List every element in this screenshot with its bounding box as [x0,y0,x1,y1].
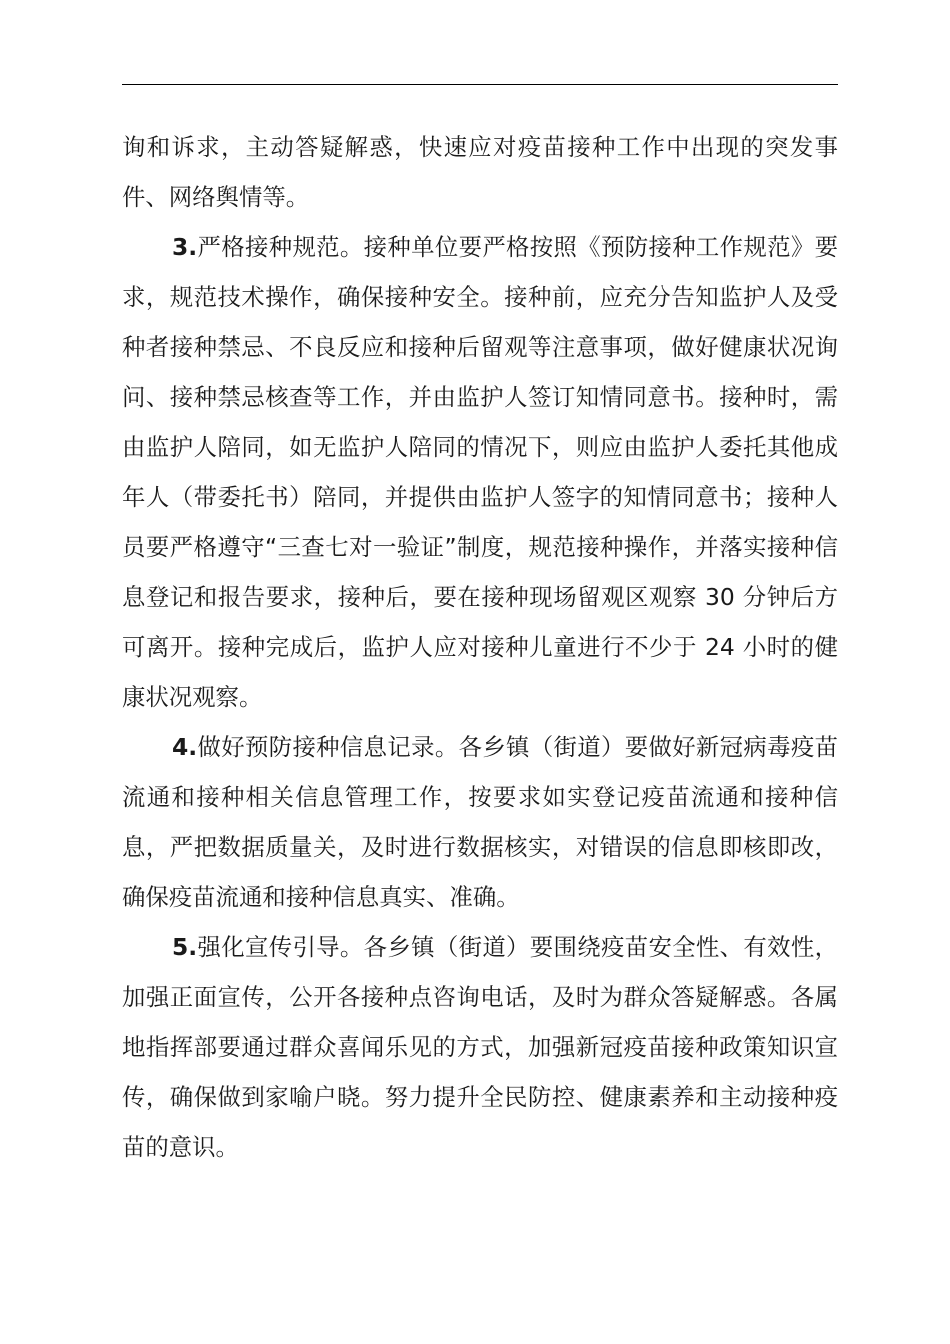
item-number: 3. [172,233,198,261]
document-body [122,122,838,1172]
paragraph-text: 严格接种规范。接种单位要严格按照《预防接种工作规范》要求，规范技术操作，确保接种安全。接种前，应充分告知监护人及受种者接种禁忌、不良反应和接种后留观等注意事项，做好健康状况询问、接种禁忌核查等工作，并由监护人签订知情同意书。接种时，需由监护人陪同，如无监护人陪同的情况下，则应由监护人委托其他成年人（带委托书）陪同，并提供由监护人签字的知情同意书；接种人员要严格遵守“三查七对一验证”制度，规范接种操作，并落实接种信息登记和报告要求，接种后，要在接种现场留观区观察 30 分钟后方可离开。接种完成后，监护人应对接种儿童进行不少于 24 小时的健康状况观察。 [122,233,838,711]
header-rule [122,84,838,85]
item-number: 5. [172,933,198,961]
paragraph-text: 询和诉求，主动答疑解惑，快速应对疫苗接种工作中出现的突发事件、网络舆情等。 [122,133,838,211]
paragraph-continuation [122,122,838,222]
paragraph-item-5 [122,922,838,1172]
paragraph-item-4 [122,722,838,922]
paragraph-text: 强化宣传引导。各乡镇（街道）要围绕疫苗安全性、有效性，加强正面宣传，公开各接种点咨询电话，及时为群众答疑解惑。各属地指挥部要通过群众喜闻乐见的方式，加强新冠疫苗接种政策知识宣传，确保做到家喻户晓。努力提升全民防控、健康素养和主动接种疫苗的意识。 [122,933,838,1161]
paragraph-text: 做好预防接种信息记录。各乡镇（街道）要做好新冠病毒疫苗流通和接种相关信息管理工作，按要求如实登记疫苗流通和接种信息，严把数据质量关，及时进行数据核实，对错误的信息即核即改，确保疫苗流通和接种信息真实、准确。 [122,733,838,911]
item-number: 4. [172,733,198,761]
paragraph-item-3 [122,222,838,722]
